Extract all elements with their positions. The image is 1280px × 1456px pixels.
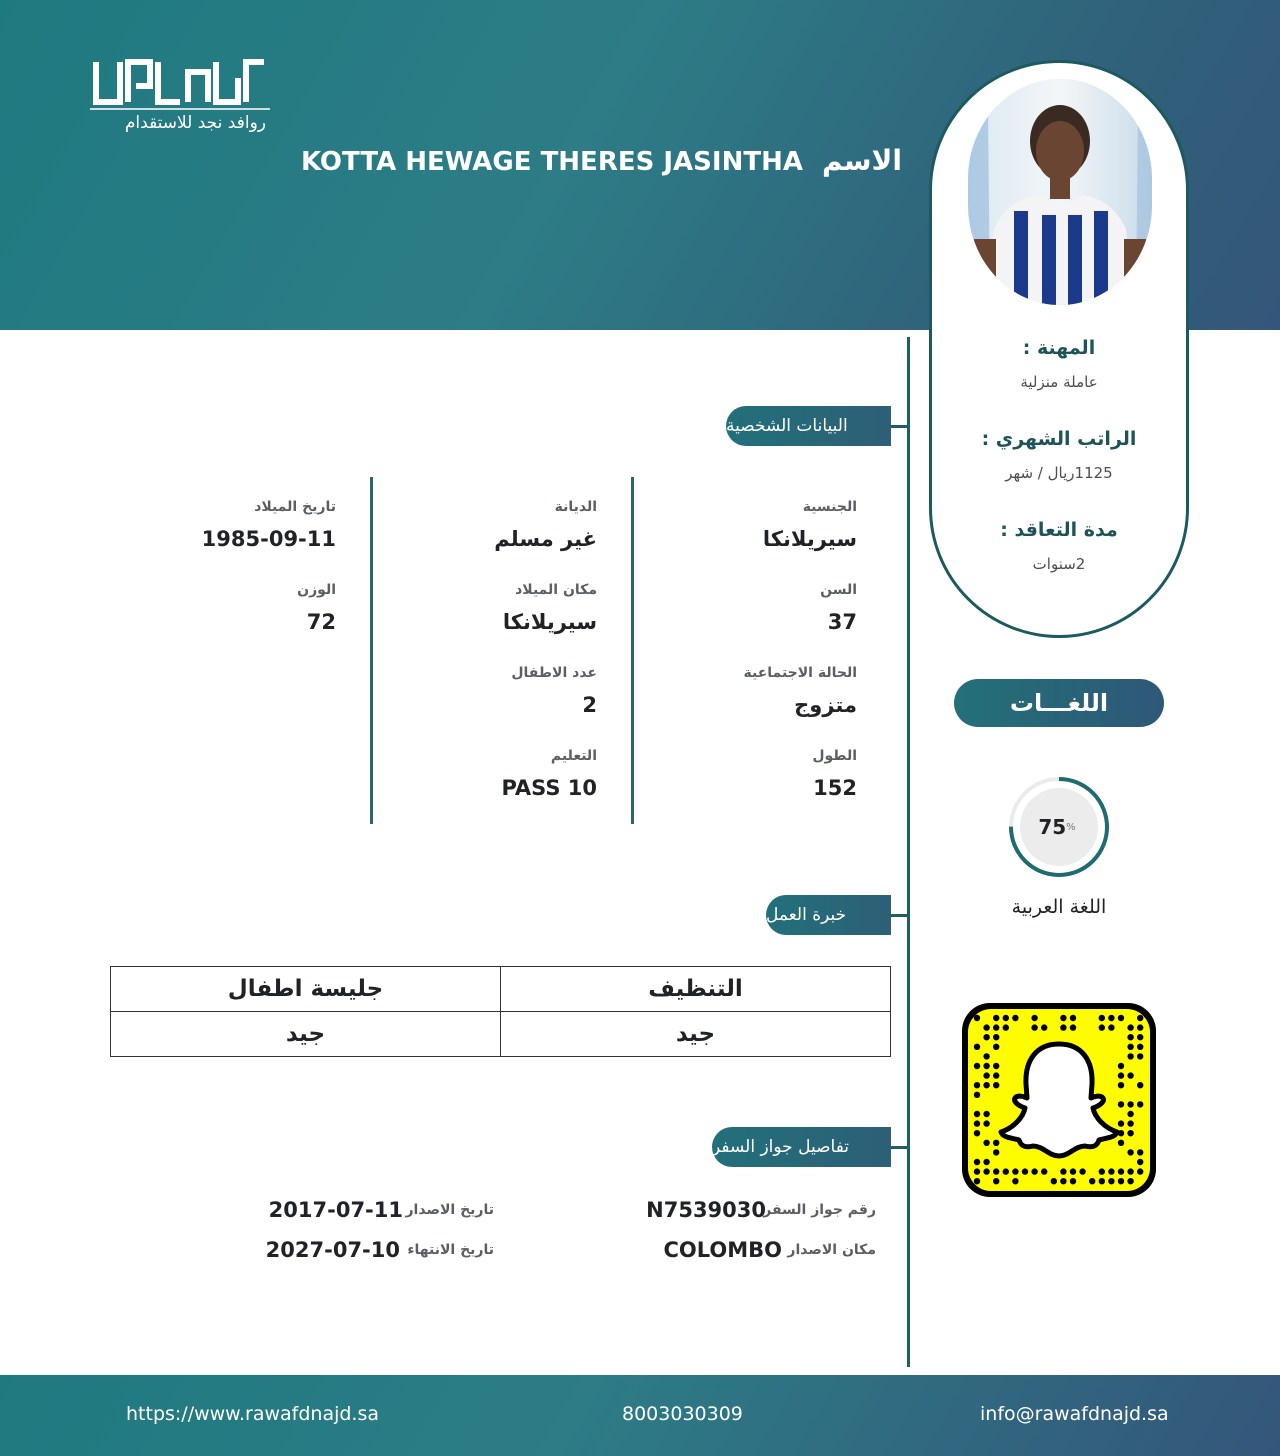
occupation-value: عاملة منزلية <box>1020 373 1098 391</box>
age-field <box>820 582 857 634</box>
snapcode-dot <box>1012 1178 1018 1184</box>
snapcode-dot <box>1031 1168 1037 1174</box>
snapcode-dot <box>993 1044 999 1050</box>
snapcode-dot <box>1127 1034 1133 1040</box>
snapcode-dot <box>1137 1159 1143 1165</box>
snapcode-dot <box>993 1178 999 1184</box>
languages-header <box>954 679 1164 727</box>
snapcode-dot <box>1127 1178 1133 1184</box>
snapcode-dot <box>974 1111 980 1117</box>
snapcode-dot <box>1118 1178 1124 1184</box>
website-link[interactable]: https://www.rawafdnajd.sa <box>126 1403 380 1425</box>
marital-field <box>744 665 857 717</box>
height-value: 152 <box>813 776 857 800</box>
snapcode-dot <box>993 1072 999 1078</box>
snapcode-dot <box>1118 1015 1124 1021</box>
children-field <box>511 665 597 717</box>
timeline-line <box>907 337 910 1367</box>
snapcode-dot <box>1137 1082 1143 1088</box>
table-header-cell: جليسة اطفال <box>111 967 501 1012</box>
snapcode-dot <box>993 1063 999 1069</box>
timeline-tick <box>891 914 909 917</box>
snapcode-dot <box>1127 1168 1133 1174</box>
profile-card <box>929 60 1189 638</box>
snapcode-dot <box>983 1034 989 1040</box>
nationality-label: الجنسية <box>802 499 857 515</box>
company-logo[interactable] <box>88 58 272 138</box>
snapcode-dot <box>1099 1178 1105 1184</box>
snapcode-dot <box>983 1053 989 1059</box>
name-label: الاسم <box>822 144 902 177</box>
percent-sign: % <box>1066 821 1076 833</box>
snapcode-dot <box>1127 1101 1133 1107</box>
snapcode-dot <box>993 1168 999 1174</box>
snapcode-dot <box>1118 1140 1124 1146</box>
snapcode-dot <box>1118 1082 1124 1088</box>
logo-mark-icon <box>92 58 268 106</box>
snapcode-dot <box>974 1120 980 1126</box>
salary-label: الراتب الشهري : <box>981 428 1137 450</box>
snapcode-dot <box>1003 1015 1009 1021</box>
snapcode-dot <box>1127 1149 1133 1155</box>
snapcode-dot <box>1022 1168 1028 1174</box>
birth-place-label: مكان الميلاد <box>515 582 597 598</box>
issue-date-value: 2017-07-11 <box>268 1198 403 1222</box>
snapcode-dot <box>1108 1168 1114 1174</box>
contract-label: مدة التعاقد : <box>1000 519 1118 541</box>
snapcode-dot <box>1127 1130 1133 1136</box>
snapcode-dot <box>1137 1015 1143 1021</box>
contract-block <box>932 519 1186 573</box>
snapcode-dot <box>1070 1168 1076 1174</box>
snapcode-dot <box>1060 1015 1066 1021</box>
snapcode-dot <box>1137 1044 1143 1050</box>
snapcode-dot <box>983 1072 989 1078</box>
snapcode-dot <box>1137 1101 1143 1107</box>
snapcode-dot <box>1060 1024 1066 1030</box>
snapcode-dot <box>1051 1178 1057 1184</box>
snapcode-dot <box>1041 1024 1047 1030</box>
table-header-cell: التنظيف <box>501 967 891 1012</box>
snapcode-dot <box>1099 1168 1105 1174</box>
snapcode-dot <box>983 1082 989 1088</box>
snapcode-dot <box>1003 1168 1009 1174</box>
snapcode-dot <box>974 1168 980 1174</box>
table-cell: جيد <box>111 1012 501 1057</box>
snapcode-dot <box>1118 1168 1124 1174</box>
gauge-center <box>1020 788 1098 866</box>
education-field <box>501 748 597 800</box>
snapcode-dot <box>983 1111 989 1117</box>
section-personal-title: البيانات الشخصية <box>726 416 848 436</box>
weight-value: 72 <box>306 610 336 634</box>
snapcode-dot <box>993 1082 999 1088</box>
person-photo-icon <box>968 79 1152 305</box>
marital-value: متزوج <box>794 693 857 717</box>
timeline-tick <box>891 1146 909 1149</box>
snapcode-dot <box>983 1024 989 1030</box>
religion-label: الديانة <box>554 499 597 515</box>
birth-date-value: 1985-09-11 <box>201 527 336 551</box>
snapcode-dot <box>974 1159 980 1165</box>
worker-photo <box>968 79 1152 305</box>
snapcode-dot <box>1108 1024 1114 1030</box>
arabic-language-label: اللغة العربية <box>1011 896 1107 918</box>
snapcode-dot <box>1118 1120 1124 1126</box>
height-label: الطول <box>812 748 857 764</box>
languages-title: اللغـــات <box>1009 689 1109 717</box>
age-value: 37 <box>827 610 857 634</box>
snapcode-dot <box>1108 1015 1114 1021</box>
footer <box>0 1375 1280 1456</box>
marital-label: الحالة الاجتماعية <box>743 665 857 681</box>
snapcode-dot <box>974 1092 980 1098</box>
religion-value: غير مسلم <box>494 527 597 551</box>
snapcode-dot <box>974 1130 980 1136</box>
snapcode-dot <box>993 1140 999 1146</box>
snapcode-dot <box>1089 1178 1095 1184</box>
worker-name-row <box>301 144 902 177</box>
snapcode-dot <box>983 1120 989 1126</box>
snapcode-dot <box>1137 1168 1143 1174</box>
snapcode-dot <box>1012 1168 1018 1174</box>
logo-divider <box>90 108 270 110</box>
arabic-level-value: 75 <box>1038 815 1067 839</box>
contract-value: 2سنوات <box>1032 555 1086 573</box>
section-passport-title: تفاصيل جواز السفر <box>712 1137 850 1157</box>
experience-table <box>110 966 891 1057</box>
timeline-tick <box>891 425 909 428</box>
snapcode-dot <box>983 1168 989 1174</box>
snapcode-dot <box>1031 1015 1037 1021</box>
column-divider <box>631 477 634 824</box>
passport-number-value: N7539030 <box>646 1198 766 1222</box>
expiry-date-value: 2027-07-10 <box>265 1238 400 1262</box>
snapcode-dot <box>983 1159 989 1165</box>
snapcode-dot <box>1079 1168 1085 1174</box>
snapcode-dot <box>993 1024 999 1030</box>
column-divider <box>370 477 373 824</box>
snapcode-dot <box>1127 1053 1133 1059</box>
email-link[interactable]: info@rawafdnajd.sa <box>980 1403 1169 1425</box>
snapcode-dot <box>983 1063 989 1069</box>
birth-date-label: تاريخ الميلاد <box>254 499 336 515</box>
snapcode-dot <box>1108 1178 1114 1184</box>
birth-place-field <box>503 582 597 634</box>
section-personal-header <box>726 406 891 446</box>
education-label: التعليم <box>550 748 597 764</box>
snapcode-dot <box>1127 1111 1133 1117</box>
occupation-label: المهنة : <box>1022 337 1096 359</box>
weight-label: الوزن <box>297 582 336 598</box>
age-label: السن <box>820 582 857 598</box>
snapcode-dot <box>1137 1149 1143 1155</box>
snapcode-dot <box>1070 1024 1076 1030</box>
snapcode-dot <box>1031 1024 1037 1030</box>
snapcode-dot <box>1127 1072 1133 1078</box>
birth-place-value: سيريلانكا <box>502 610 597 634</box>
table-row <box>111 1012 891 1057</box>
snapcode-dot <box>993 1034 999 1040</box>
snapcode-dot <box>993 1149 999 1155</box>
snapcode-dot <box>1127 1024 1133 1030</box>
section-passport-header <box>712 1127 891 1167</box>
height-field <box>812 748 857 800</box>
logo-tagline: روافد نجد للاستقدام <box>124 113 266 133</box>
issue-date-label: تاريخ الاصدار <box>405 1202 494 1218</box>
snapcode-dot <box>1137 1034 1143 1040</box>
table-cell: جيد <box>501 1012 891 1057</box>
birth-date-field <box>202 499 336 551</box>
occupation-block <box>932 337 1186 391</box>
snapcode-dot <box>1118 1063 1124 1069</box>
snapcode-dot <box>974 1178 980 1184</box>
children-label: عدد الاطفال <box>511 665 597 681</box>
snapcode-dot <box>974 1044 980 1050</box>
snapcode-dot <box>1012 1015 1018 1021</box>
section-experience-title: خبرة العمل <box>766 905 847 925</box>
children-value: 2 <box>582 693 597 717</box>
snapcode-dot <box>974 1082 980 1088</box>
snapcode-dot <box>1127 1044 1133 1050</box>
weight-field <box>297 582 336 634</box>
snapcode-dot <box>983 1140 989 1146</box>
snapcode-dot <box>1137 1024 1143 1030</box>
snapcode-dot <box>1060 1178 1066 1184</box>
table-row <box>111 967 891 1012</box>
snapcode-dot <box>974 1063 980 1069</box>
salary-value: 1125ريال / شهر <box>1005 464 1113 482</box>
snapcode-dot <box>1137 1053 1143 1059</box>
education-value: PASS 10 <box>501 776 597 800</box>
issue-place-value: COLOMBO <box>663 1238 782 1262</box>
snapcode-dot <box>1070 1178 1076 1184</box>
snapcode-dot <box>1118 1101 1124 1107</box>
snapcode-dot <box>1070 1015 1076 1021</box>
nationality-value: سيريلانكا <box>762 527 857 551</box>
snapcode-dot <box>1099 1024 1105 1030</box>
passport-number-label: رقم جواز السفر <box>763 1202 876 1218</box>
snapcode-dot <box>993 1015 999 1021</box>
snapcode-dot <box>1127 1120 1133 1126</box>
snapcode-dot <box>1099 1015 1105 1021</box>
section-experience-header <box>766 895 891 935</box>
phone-number[interactable]: 8003030309 <box>622 1403 743 1425</box>
nationality-field <box>763 499 857 551</box>
snapcode-dot <box>974 1015 980 1021</box>
expiry-date-label: تاريخ الانتهاء <box>407 1242 494 1258</box>
worker-name: KOTTA HEWAGE THERES JASINTHA <box>300 147 803 177</box>
religion-field <box>494 499 597 551</box>
snapchat-qr-icon[interactable] <box>959 1000 1159 1200</box>
issue-place-label: مكان الاصدار <box>787 1242 876 1258</box>
snapcode-dot <box>1118 1072 1124 1078</box>
snapcode-dot <box>1041 1168 1047 1174</box>
salary-block <box>932 428 1186 482</box>
snapcode-dot <box>1003 1024 1009 1030</box>
snapcode-dot <box>1060 1168 1066 1174</box>
